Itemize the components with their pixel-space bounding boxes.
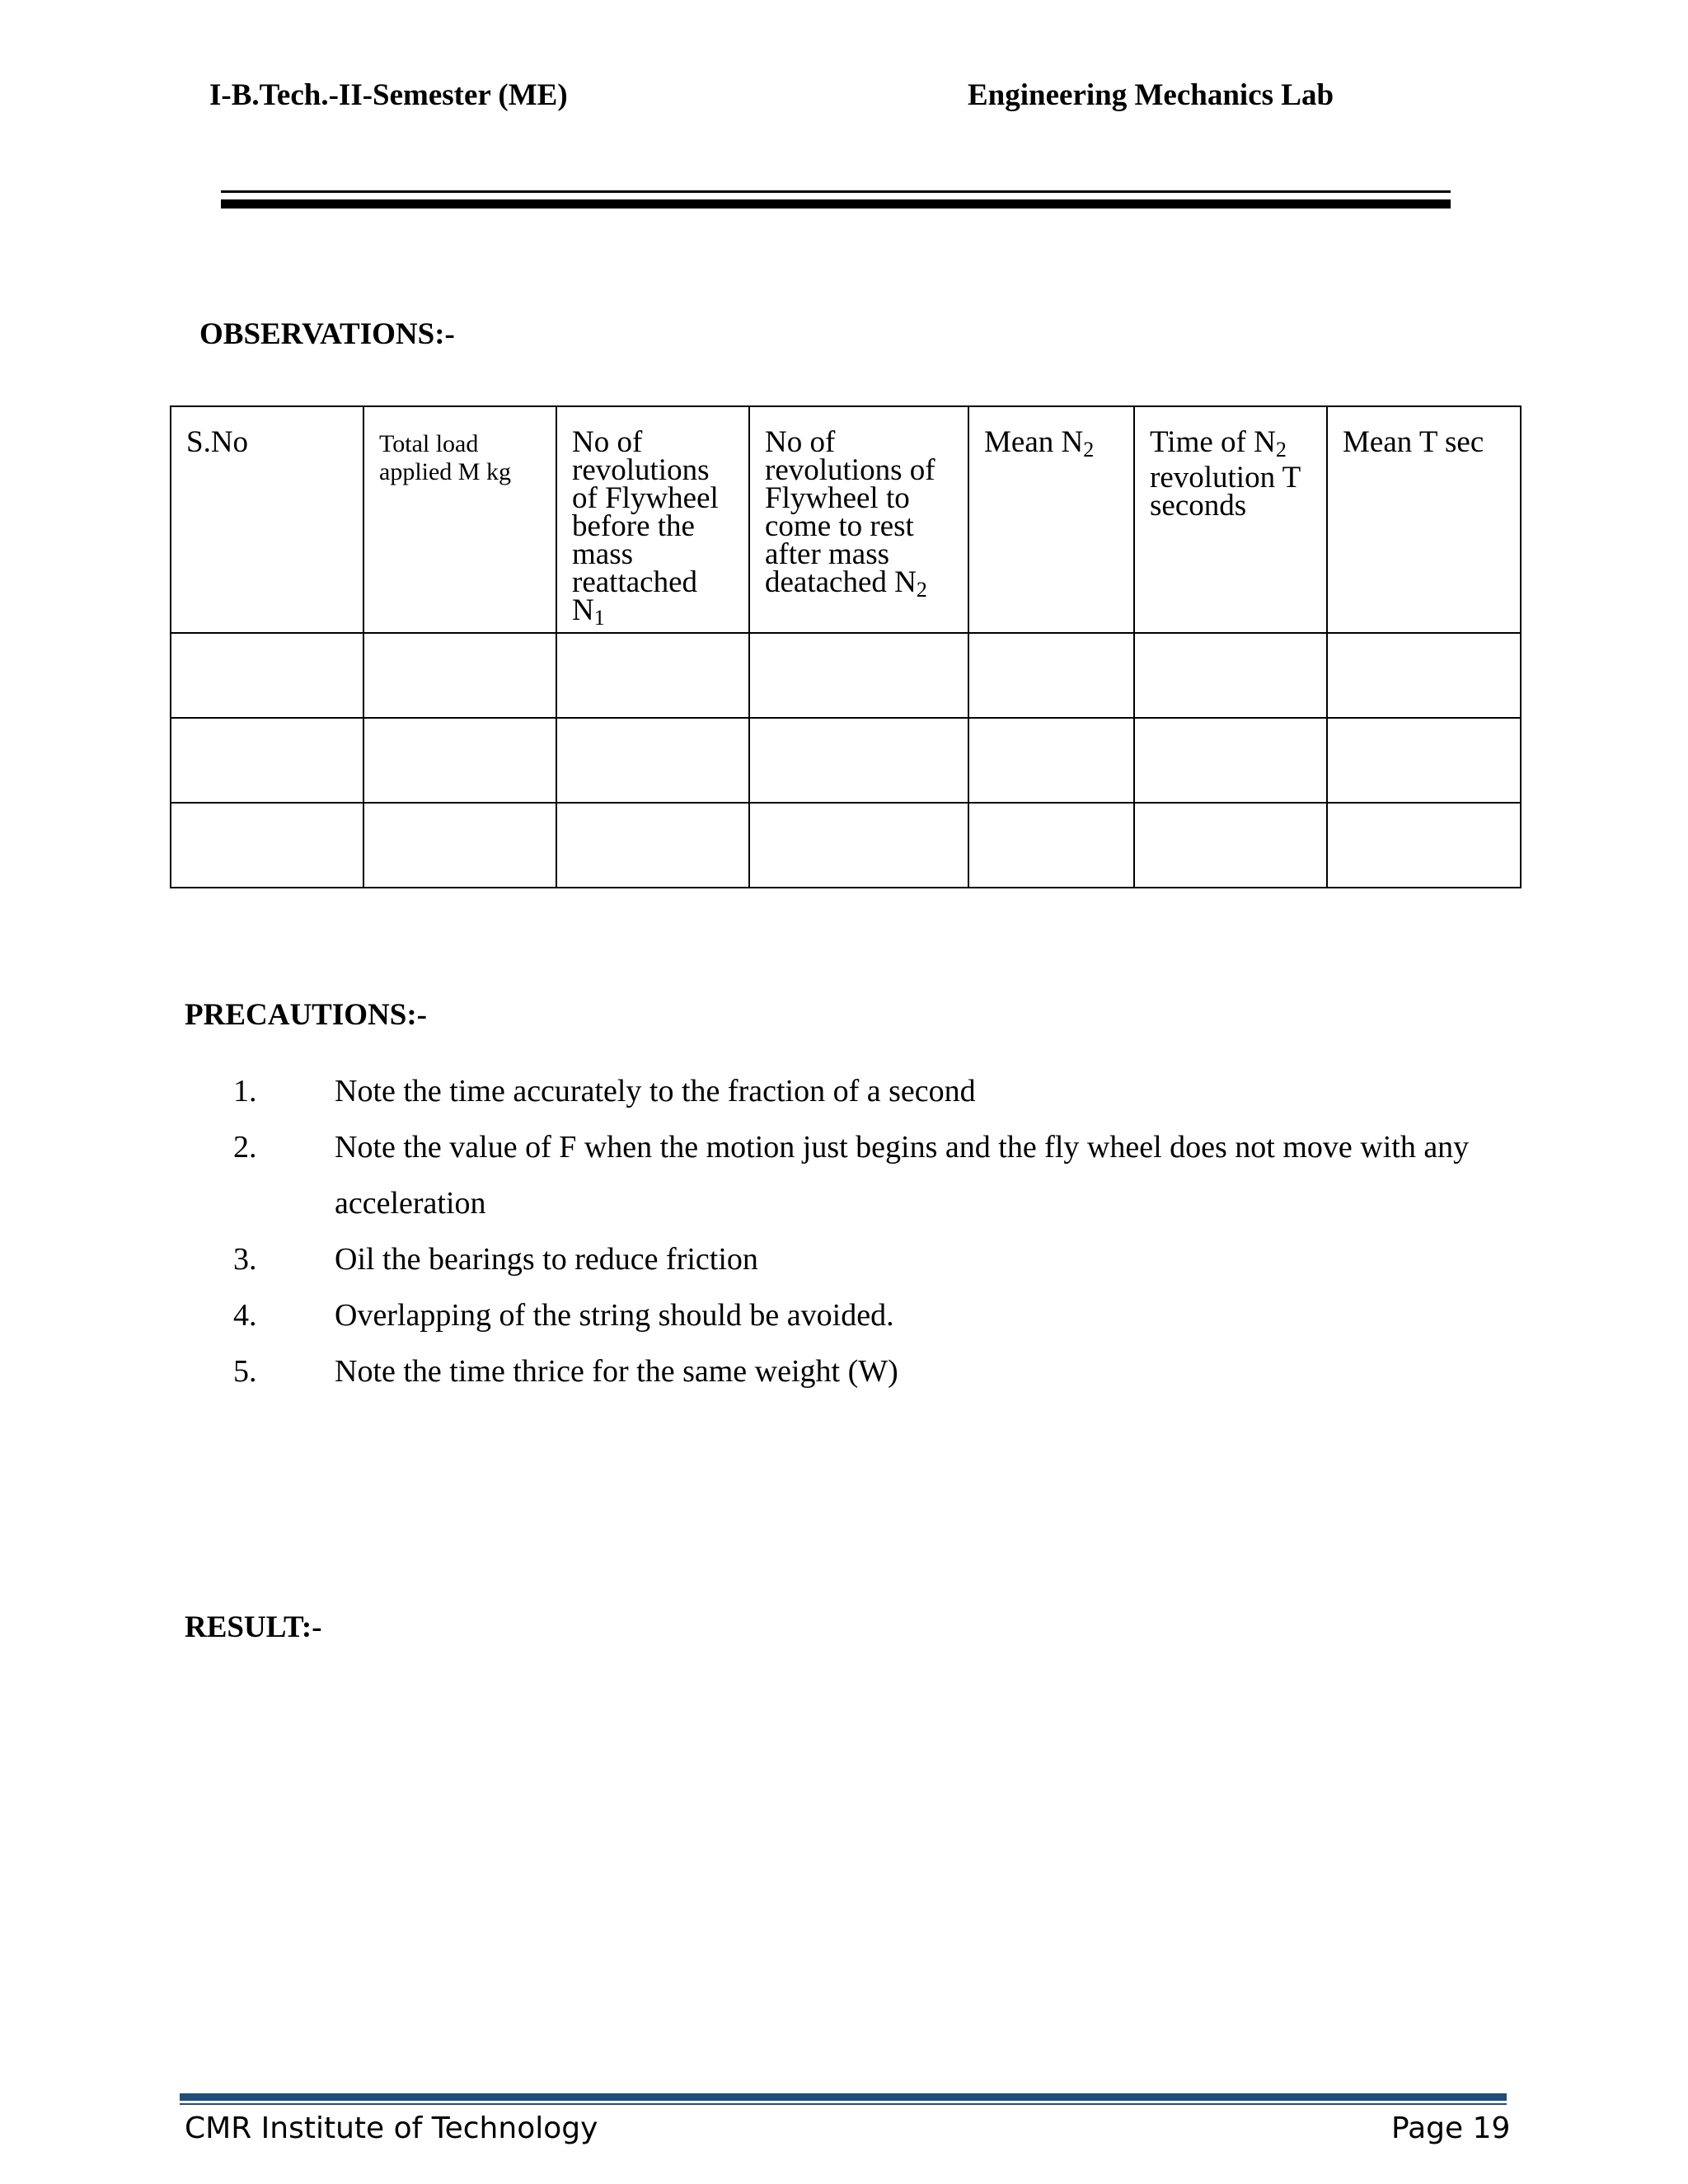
header-text: Mean N (984, 425, 1084, 459)
table-cell[interactable] (171, 803, 363, 888)
table-cell[interactable] (968, 803, 1134, 888)
table-cell[interactable] (171, 718, 363, 803)
observations-title: OBSERVATIONS:- (199, 317, 455, 351)
list-text: Note the value of F when the motion just begins and the fly wheel does not move with any acceleration (335, 1130, 1470, 1221)
table-cell[interactable] (749, 633, 968, 718)
header-text: Time of N (1150, 425, 1276, 459)
table-cell[interactable] (363, 718, 556, 803)
footer-rule (180, 2093, 1507, 2101)
list-item (223, 1063, 1571, 1119)
table-cell[interactable] (1134, 718, 1327, 803)
table-cell[interactable] (556, 803, 749, 888)
precautions-list (223, 1063, 1571, 1399)
header-text: Mean T sec (1343, 425, 1484, 459)
list-item (223, 1343, 1571, 1399)
header-text: Total load applied M kg (379, 430, 511, 485)
header-cell-mean-n2 (968, 406, 1134, 633)
table-cell[interactable] (1327, 803, 1521, 888)
list-text: Note the time accurately to the fraction of a second (335, 1074, 976, 1108)
table-cell[interactable] (1134, 803, 1327, 888)
table-cell[interactable] (556, 718, 749, 803)
table-header-row (171, 406, 1521, 633)
list-item (223, 1287, 1571, 1343)
header-rule-thin (221, 190, 1451, 193)
subscript: 2 (1275, 438, 1287, 462)
list-item (223, 1231, 1571, 1287)
header-cell-n2 (749, 406, 968, 633)
header-text-after: revolution T seconds (1150, 461, 1301, 523)
table-cell[interactable] (363, 633, 556, 718)
list-number: 5. (233, 1354, 257, 1389)
table-cell[interactable] (749, 803, 968, 888)
observations-table (170, 405, 1522, 888)
list-number: 3. (233, 1242, 257, 1277)
header-cell-mean-t (1327, 406, 1521, 633)
header-cell-sno (171, 406, 363, 633)
list-text: Note the time thrice for the same weight (W) (335, 1354, 898, 1389)
table-cell[interactable] (556, 633, 749, 718)
table-cell[interactable] (968, 718, 1134, 803)
table-row (171, 803, 1521, 888)
list-number: 2. (233, 1130, 257, 1165)
table-row (171, 633, 1521, 718)
subscript: 2 (916, 578, 927, 602)
header-text: S.No (186, 425, 249, 459)
list-number: 4. (233, 1298, 257, 1333)
page-number: Page 19 (1391, 2111, 1511, 2145)
table-cell[interactable] (968, 633, 1134, 718)
precautions-title: PRECAUTIONS:- (185, 998, 427, 1032)
header-course: I-B.Tech.-II-Semester (ME) (209, 78, 568, 112)
header-lab-name: Engineering Mechanics Lab (968, 78, 1334, 112)
header-cell-time (1134, 406, 1327, 633)
header-rule-thick (221, 199, 1451, 209)
header-text: No of revolutions of Flywheel to come to rest after mass deatached N (765, 425, 935, 599)
result-title: RESULT:- (185, 1610, 322, 1644)
table-cell[interactable] (1327, 718, 1521, 803)
list-item (223, 1119, 1571, 1231)
table-cell[interactable] (1327, 633, 1521, 718)
list-text: Overlapping of the string should be avoided. (335, 1298, 894, 1333)
footer-institute: CMR Institute of Technology (185, 2111, 598, 2145)
table-cell[interactable] (363, 803, 556, 888)
table-cell[interactable] (1134, 633, 1327, 718)
header-text: No of revolutions of Flywheel before the mass reattached N (572, 425, 719, 627)
header-cell-n1 (556, 406, 749, 633)
table-cell[interactable] (171, 633, 363, 718)
subscript: 1 (593, 606, 605, 630)
header-cell-load (363, 406, 556, 633)
list-number: 1. (233, 1074, 257, 1108)
table-row (171, 718, 1521, 803)
footer-rule-thin (180, 2103, 1507, 2105)
list-text: Oil the bearings to reduce friction (335, 1242, 758, 1277)
subscript: 2 (1083, 438, 1095, 462)
table-cell[interactable] (749, 718, 968, 803)
